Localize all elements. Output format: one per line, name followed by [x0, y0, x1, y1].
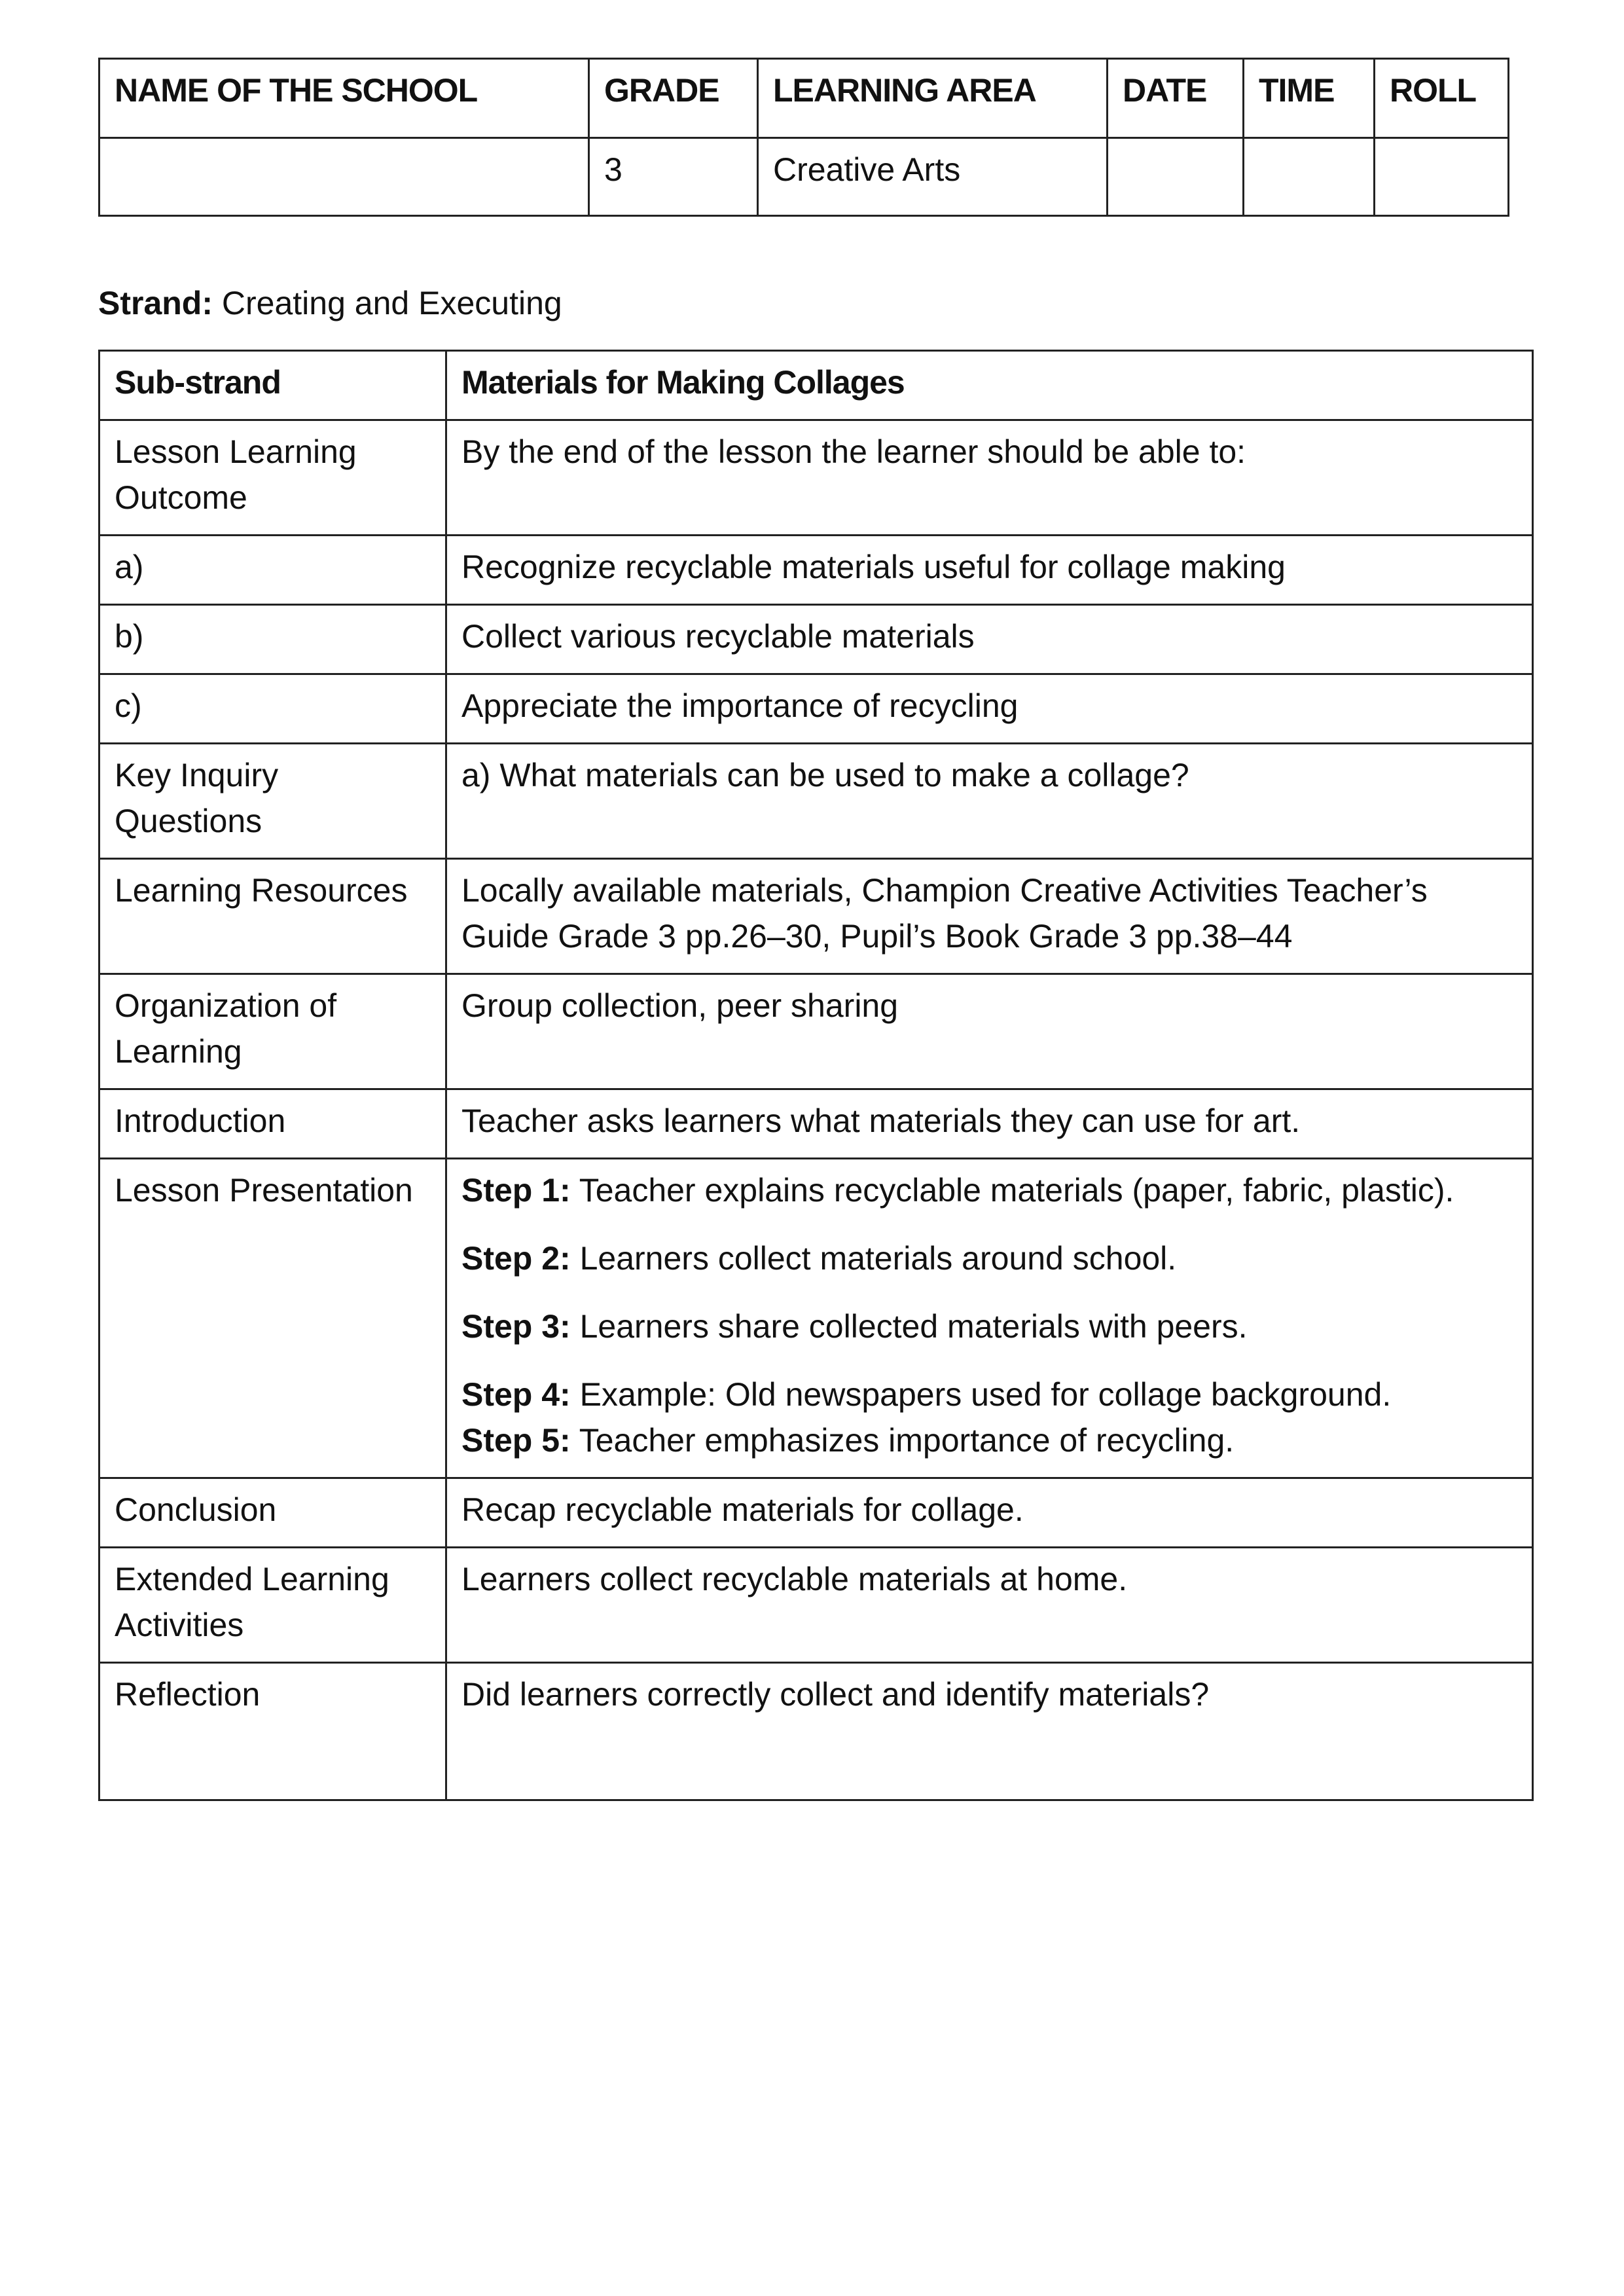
step-label: Step 5: — [461, 1422, 571, 1459]
step-item — [461, 1235, 1517, 1281]
table-row — [99, 1089, 1533, 1159]
step-label: Step 4: — [461, 1376, 571, 1413]
row-label: Organization of Learning — [99, 974, 446, 1089]
step-item — [461, 1303, 1517, 1349]
header-school-name: NAME OF THE SCHOOL — [99, 59, 589, 138]
table-row — [99, 974, 1533, 1089]
row-value: a) What materials can be used to make a collage? — [446, 744, 1533, 859]
header-date: DATE — [1108, 59, 1244, 138]
step-text: Example: Old newspapers used for collage background. — [579, 1376, 1392, 1413]
time-cell — [1244, 138, 1375, 216]
conclusion-value: Recap recyclable materials for collage. — [446, 1478, 1533, 1548]
reflection-row — [99, 1663, 1533, 1800]
row-value: Locally available materials, Champion Creative Activities Teacher’s Guide Grade 3 pp.26–30, Pupil’s Book Grade 3 pp.38–44 — [446, 859, 1533, 974]
table-row — [99, 674, 1533, 744]
row-value: Appreciate the importance of recycling — [446, 674, 1533, 744]
step-label: Step 1: — [461, 1172, 571, 1209]
presentation-steps — [446, 1159, 1533, 1478]
row-value: Teacher asks learners what materials they can use for art. — [446, 1089, 1533, 1159]
row-value: By the end of the lesson the learner should be able to: — [446, 420, 1533, 536]
row-label: b) — [99, 605, 446, 674]
header-roll: ROLL — [1375, 59, 1509, 138]
presentation-row — [99, 1159, 1533, 1478]
table-row — [99, 859, 1533, 974]
row-label: a) — [99, 536, 446, 605]
conclusion-row — [99, 1478, 1533, 1548]
strand-label: Strand: — [98, 285, 213, 321]
step-label: Step 3: — [461, 1308, 571, 1345]
step-text: Teacher explains recyclable materials (paper, fabric, plastic). — [579, 1172, 1454, 1209]
header-grade: GRADE — [589, 59, 758, 138]
row-value: Recognize recyclable materials useful for collage making — [446, 536, 1533, 605]
learning-area-cell: Creative Arts — [758, 138, 1108, 216]
row-label: c) — [99, 674, 446, 744]
header-learning-area: LEARNING AREA — [758, 59, 1108, 138]
substrand-value: Materials for Making Collages — [446, 351, 1533, 420]
table-row — [99, 420, 1533, 536]
row-label: Lesson Learning Outcome — [99, 420, 446, 536]
step-label: Step 2: — [461, 1240, 571, 1277]
header-row — [99, 59, 1509, 138]
step-item — [461, 1417, 1517, 1463]
extended-value: Learners collect recyclable materials at home. — [446, 1548, 1533, 1663]
lesson-table — [98, 350, 1534, 1801]
table-row — [99, 744, 1533, 859]
row-value: Collect various recyclable materials — [446, 605, 1533, 674]
row-label: Key Inquiry Questions — [99, 744, 446, 859]
substrand-label: Sub-strand — [99, 351, 446, 420]
step-item — [461, 1372, 1517, 1417]
step-text: Learners share collected materials with peers. — [579, 1308, 1248, 1345]
table-row — [99, 605, 1533, 674]
row-value: Group collection, peer sharing — [446, 974, 1533, 1089]
step-text: Learners collect materials around school. — [579, 1240, 1177, 1277]
reflection-label: Reflection — [99, 1663, 446, 1800]
row-label: Learning Resources — [99, 859, 446, 974]
strand-value: Creating and Executing — [221, 285, 562, 321]
substrand-row — [99, 351, 1533, 420]
step-text: Teacher emphasizes importance of recycling. — [579, 1422, 1235, 1459]
header-time: TIME — [1244, 59, 1375, 138]
row-label: Introduction — [99, 1089, 446, 1159]
strand-line — [98, 280, 562, 326]
table-row — [99, 536, 1533, 605]
extended-label: Extended Learning Activities — [99, 1548, 446, 1663]
conclusion-label: Conclusion — [99, 1478, 446, 1548]
reflection-value: Did learners correctly collect and identify materials? — [446, 1663, 1533, 1800]
date-cell — [1108, 138, 1244, 216]
extended-row — [99, 1548, 1533, 1663]
roll-cell — [1375, 138, 1509, 216]
header-table — [98, 58, 1509, 217]
step-item — [461, 1167, 1517, 1213]
presentation-label: Lesson Presentation — [99, 1159, 446, 1478]
grade-cell: 3 — [589, 138, 758, 216]
school-name-cell — [99, 138, 589, 216]
header-values-row — [99, 138, 1509, 216]
